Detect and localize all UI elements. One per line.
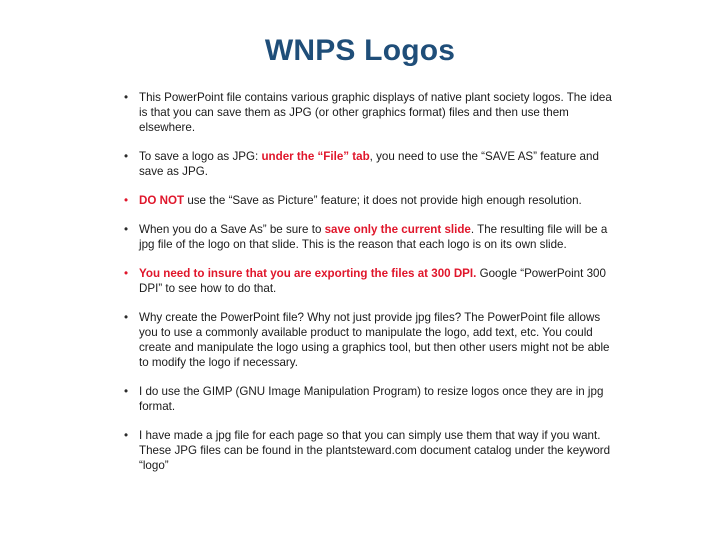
- bullet-point-icon: •: [124, 91, 129, 104]
- bullet-point-icon: •: [124, 266, 129, 280]
- bullet-item: [118, 266, 618, 296]
- bullet-point-icon: •: [124, 222, 129, 236]
- bullet-text: Why create the PowerPoint file? Why not just provide jpg files? The PowerPoint file allows you to use a commonly available product to manipulate the logo, add text, etc. You could create and manipulate the logo using a graphics tool, but then other users might not be able to modify the logo if necessary.: [139, 310, 610, 370]
- bullet-text: I have made a jpg file for each page so that you can simply use them that way if you want. These JPG files can be found in the plantsteward.com document catalog under the keyword “logo”: [139, 428, 611, 473]
- bullet-text: When you do a Save As” be sure to: [139, 222, 325, 236]
- bullet-emphasis-text: save only the current slide: [324, 222, 471, 236]
- bullet-item: [118, 193, 618, 208]
- bullet-point-icon: •: [124, 150, 129, 164]
- bullet-item: [118, 384, 618, 414]
- bullet-item: [118, 222, 618, 252]
- bullet-text: use the “Save as Picture” feature; it does not provide high enough resolution.: [184, 194, 582, 208]
- bullet-text: Google “PowerPoint 300 DPI” to see how to do that.: [139, 266, 606, 295]
- bullet-text: . The resulting file will be a jpg file of the logo on that slide. This is the reason that each logo is on its own slide.: [139, 222, 608, 251]
- bullet-point-icon: •: [124, 310, 129, 324]
- bullet-point-icon: •: [124, 194, 129, 208]
- bullet-text: To save a logo as JPG:: [139, 150, 262, 164]
- bullet-emphasis-text: DO NOT: [139, 194, 185, 208]
- bullet-item: [118, 310, 618, 371]
- bullet-item: [118, 90, 618, 136]
- bullet-point-icon: •: [124, 428, 129, 442]
- bullet-text: This PowerPoint file contains various graphic displays of native plant society logos. The idea is that you can save them as JPG (or other graphics format) files and then use them elsewhere.: [139, 91, 612, 135]
- page-title: WNPS Logos: [264, 34, 456, 67]
- bullet-item: [118, 149, 618, 179]
- bullet-emphasis-text: under the “File” tab: [261, 150, 370, 164]
- bullet-text: I do use the GIMP (GNU Image Manipulation Program) to resize logos once they are in jpg format.: [139, 384, 604, 414]
- slide-body-content-placeholder: [118, 90, 618, 473]
- bullet-item: [118, 428, 618, 474]
- bullet-point-icon: •: [124, 384, 129, 398]
- bullet-emphasis-text: You need to insure that you are exporting the files at 300 DPI.: [139, 266, 477, 280]
- bullet-text: , you need to use the “SAVE AS” feature and save as JPG.: [139, 150, 599, 179]
